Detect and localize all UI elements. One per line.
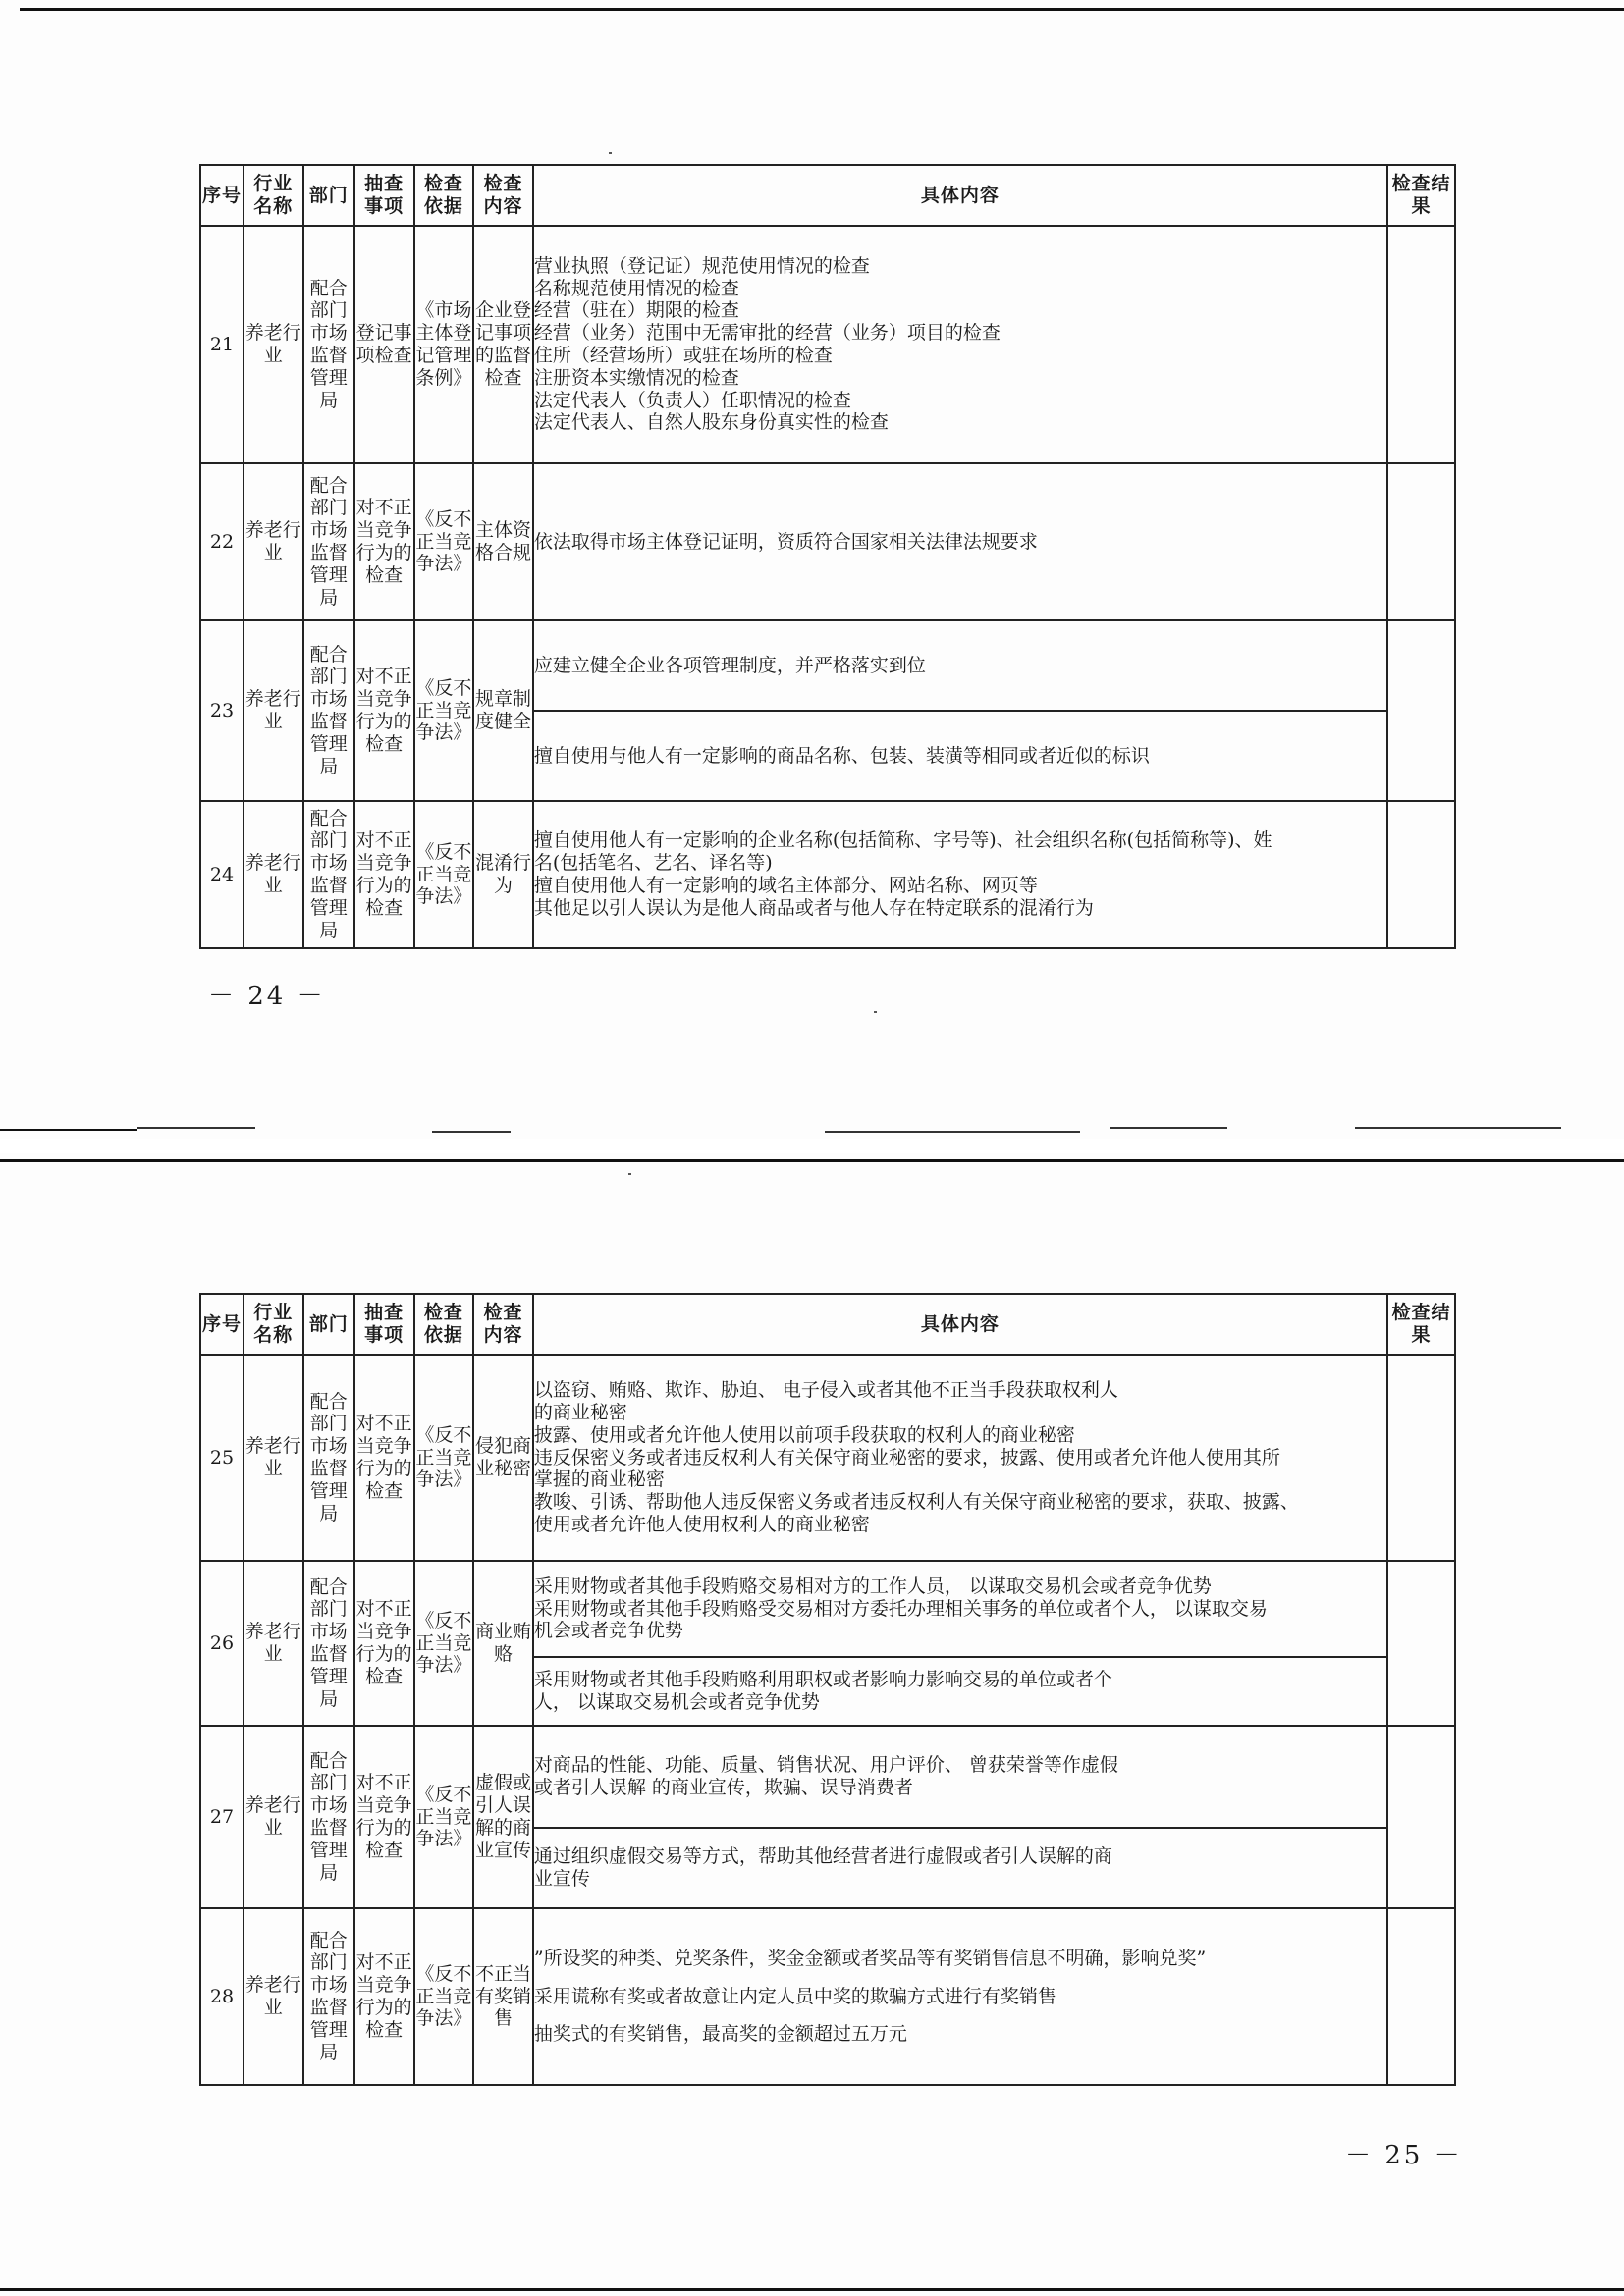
page-25 [0,1153,1624,2296]
scan-rule [137,1127,255,1129]
row-item: 对不正当竞争行为的检查 [354,463,414,620]
detail-line: 违反保密义务或者违反权利人有关保守商业秘密的要求，披露、使用或者允许他人使用其所 [533,1446,1280,1468]
header-item: 抽查事项 [354,165,414,226]
header-result: 检查结果 [1387,165,1455,226]
header-seq: 序号 [200,1294,244,1355]
detail-line: 对商品的性能、功能、质量、销售状况、用户评价、 曾获荣誉等作虚假 [533,1754,1118,1777]
table-row [200,1561,1455,1657]
row-dept: 配合部门市场监督管理局 [303,1908,354,2085]
detail-line: 营业执照（登记证）规范使用情况的检查 [533,254,870,277]
page-number: － 25 － [1345,2141,1463,2170]
detail-line: 采用财物或者其他手段贿赂交易相对方的工作人员， 以谋取交易机会或者竞争优势 [533,1575,1212,1597]
scan-rule [1110,1127,1227,1129]
row-basis: 《反不正当竞争法》 [414,1908,474,2085]
detail-line: 以盗窃、贿赂、欺诈、胁迫、 电子侵入或者其他不正当手段获取权利人 [533,1379,1118,1402]
row-basis: 《反不正当竞争法》 [414,1355,474,1561]
detail-line: 抽奖式的有奖销售，最高奖的金额超过五万元 [533,2023,907,2046]
row-inspect: 企业登记事项的监督检查 [473,226,533,463]
row-seq: 24 [200,801,244,948]
row-result [1387,463,1455,620]
page-number: － 24 － [208,982,326,1011]
row-dept: 配合部门市场监督管理局 [303,1561,354,1726]
row-industry: 养老行业 [244,1908,303,2085]
row-result [1387,1355,1455,1561]
row-seq: 21 [200,226,244,463]
row-result [1387,620,1455,801]
page-24 [0,0,1624,1139]
row-industry: 养老行业 [244,1561,303,1726]
row-basis: 《反不正当竞争法》 [414,463,474,620]
row-item: 对不正当竞争行为的检查 [354,1908,414,2085]
detail-line: 经营（驻在）期限的检查 [533,299,739,322]
detail-line: 法定代表人（负责人）任职情况的检查 [533,389,851,411]
scan-speck [628,1173,631,1175]
detail-line: 名称规范使用情况的检查 [533,277,739,299]
detail-line: 教唆、引诱、帮助他人违反保密义务或者违反权利人有关保守商业秘密的要求，获取、披露、 [533,1491,1299,1514]
row-detail [533,1355,1387,1561]
scan-edge-top [0,1159,1624,1162]
detail-line: ”所设奖的种类、兑奖条件，奖金金额或者奖品等有奖销售信息不明确，影响兑奖” [533,1947,1207,1969]
detail-line: 采用财物或者其他手段贿赂利用职权或者影响力影响交易的单位或者个 [533,1669,1112,1691]
row-industry: 养老行业 [244,1355,303,1561]
row-inspect: 商业贿赂 [473,1561,533,1726]
header-industry: 行业名称 [244,1294,303,1355]
row-basis: 《市场主体登记管理条例》 [414,226,474,463]
header-industry: 行业名称 [244,165,303,226]
table-header-row [200,165,1455,226]
scan-rule [432,1131,511,1133]
row-inspect: 侵犯商业秘密 [473,1355,533,1561]
row-result [1387,801,1455,948]
table-row [200,1355,1455,1561]
line-gap [534,1970,1386,1986]
detail-line: 机会或者竞争优势 [533,1620,683,1642]
detail-line: 人， 以谋取交易机会或者竞争优势 [533,1691,820,1713]
row-industry: 养老行业 [244,620,303,801]
row-industry: 养老行业 [244,463,303,620]
row-industry: 养老行业 [244,1726,303,1908]
row-inspect: 规章制度健全 [473,620,533,801]
table-header-row [200,1294,1455,1355]
row-detail [533,1726,1387,1828]
row-detail [533,620,1387,711]
row-basis: 《反不正当竞争法》 [414,1726,474,1908]
table-row [200,226,1455,463]
scan-rule [825,1131,1080,1133]
row-result [1387,1908,1455,2085]
table-row [200,620,1455,711]
row-seq: 26 [200,1561,244,1726]
line-gap [534,2007,1386,2023]
row-inspect: 主体资格合规 [473,463,533,620]
header-basis: 检查依据 [414,1294,474,1355]
detail-line: 采用财物或者其他手段贿赂受交易相对方委托办理相关事务的单位或者个人， 以谋取交易 [533,1597,1268,1620]
row-item: 对不正当竞争行为的检查 [354,1561,414,1726]
row-detail [533,1908,1387,2085]
header-detail: 具体内容 [533,165,1387,226]
table-row [200,463,1455,620]
detail-line: 经营（业务）范围中无需审批的经营（业务）项目的检查 [533,322,1001,345]
detail-line: 掌握的商业秘密 [533,1468,665,1491]
row-basis: 《反不正当竞争法》 [414,620,474,801]
detail-line: 披露、使用或者允许他人使用以前项手段获取的权利人的商业秘密 [533,1423,1075,1446]
table-row [200,801,1455,948]
detail-line: 擅自使用他人有一定影响的域名主体部分、网站名称、网页等 [533,875,1038,896]
scan-edge-top [20,8,1624,11]
row-detail [533,1828,1387,1908]
row-inspect: 虚假或引人误解的商业宣传 [473,1726,533,1908]
row-industry: 养老行业 [244,226,303,463]
header-dept: 部门 [303,165,354,226]
table-row [200,1726,1455,1828]
row-result [1387,1726,1455,1908]
row-seq: 28 [200,1908,244,2085]
row-result [1387,226,1455,463]
row-inspect: 混淆行为 [473,801,533,948]
row-result [1387,1561,1455,1726]
row-industry: 养老行业 [244,801,303,948]
detail-line: 采用谎称有奖或者故意让内定人员中奖的欺骗方式进行有奖销售 [533,1985,1056,2007]
header-inspect: 检查内容 [473,165,533,226]
scan-speck [609,152,612,154]
row-basis: 《反不正当竞争法》 [414,801,474,948]
header-result: 检查结果 [1387,1294,1455,1355]
row-dept: 配合部门市场监督管理局 [303,1355,354,1561]
detail-line: 使用或者允许他人使用权利人的商业秘密 [533,1513,870,1535]
row-detail [533,226,1387,463]
row-item: 对不正当竞争行为的检查 [354,620,414,801]
header-seq: 序号 [200,165,244,226]
row-detail [533,463,1387,620]
detail-line: 注册资本实缴情况的检查 [533,366,739,389]
row-basis: 《反不正当竞争法》 [414,1561,474,1726]
detail-line: 应建立健全企业各项管理制度，并严格落实到位 [533,654,926,676]
scan-rule [1355,1127,1561,1129]
row-detail [533,1657,1387,1726]
detail-line: 法定代表人、自然人股东身份真实性的检查 [533,411,889,434]
header-item: 抽查事项 [354,1294,414,1355]
detail-line: 业宣传 [533,1868,590,1890]
detail-line: 通过组织虚假交易等方式，帮助其他经营者进行虚假或者引人误解的商 [533,1845,1112,1868]
scan-edge-bottom-left [0,1129,137,1131]
row-detail [533,801,1387,948]
detail-line: 住所（经营场所）或驻在场所的检查 [533,345,833,366]
detail-line: 的商业秘密 [533,1402,627,1423]
detail-line: 名(包括笔名、艺名、译名等) [533,852,773,875]
row-dept: 配合部门市场监督管理局 [303,226,354,463]
header-detail: 具体内容 [533,1294,1387,1355]
row-item: 对不正当竞争行为的检查 [354,1726,414,1908]
detail-line: 依法取得市场主体登记证明，资质符合国家相关法律法规要求 [533,530,1038,553]
row-seq: 23 [200,620,244,801]
row-detail [533,1561,1387,1657]
header-inspect: 检查内容 [473,1294,533,1355]
row-item: 对不正当竞争行为的检查 [354,1355,414,1561]
scan-edge-bottom [0,2288,1624,2291]
row-item: 对不正当竞争行为的检查 [354,801,414,948]
inspection-table-page-24 [199,164,1456,949]
row-dept: 配合部门市场监督管理局 [303,801,354,948]
row-seq: 22 [200,463,244,620]
detail-line: 擅自使用他人有一定影响的企业名称(包括简称、字号等)、社会组织名称(包括简称等)、姓 [533,829,1272,852]
row-dept: 配合部门市场监督管理局 [303,620,354,801]
row-inspect: 不正当有奖销售 [473,1908,533,2085]
row-dept: 配合部门市场监督管理局 [303,463,354,620]
detail-line: 或者引人误解 的商业宣传，欺骗、误导消费者 [533,1777,913,1798]
inspection-table-page-25 [199,1293,1456,2086]
row-item: 登记事项检查 [354,226,414,463]
row-seq: 27 [200,1726,244,1908]
detail-line: 其他足以引人误认为是他人商品或者与他人存在特定联系的混淆行为 [533,896,1094,919]
row-detail [533,711,1387,801]
header-basis: 检查依据 [414,165,474,226]
header-dept: 部门 [303,1294,354,1355]
table-row [200,1908,1455,2085]
detail-line: 擅自使用与他人有一定影响的商品名称、包装、装潢等相同或者近似的标识 [533,744,1150,767]
scan-speck [874,1011,877,1013]
row-dept: 配合部门市场监督管理局 [303,1726,354,1908]
row-seq: 25 [200,1355,244,1561]
